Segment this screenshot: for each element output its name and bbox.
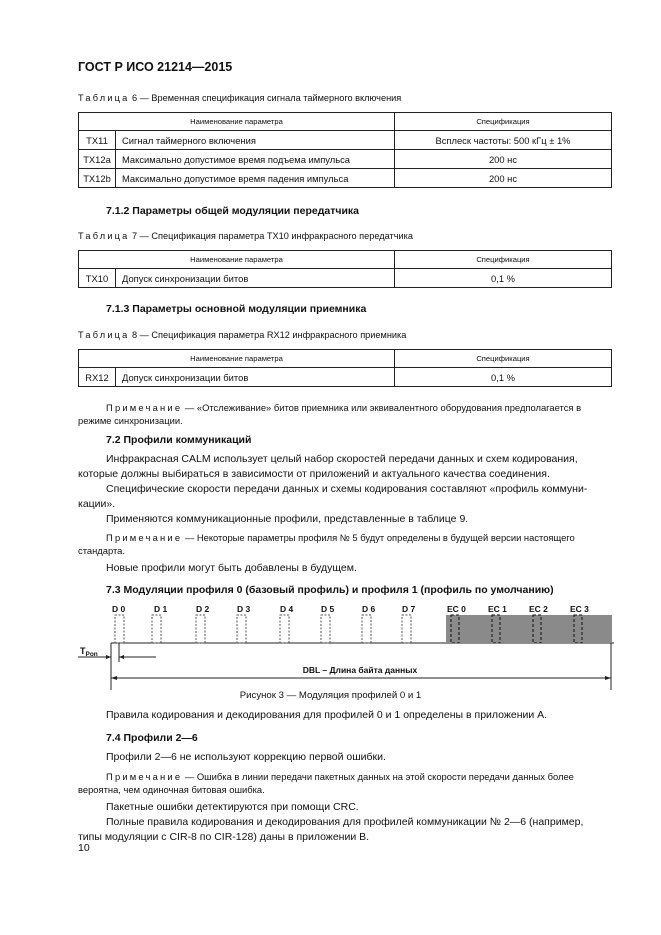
figure3-diagram	[78, 598, 618, 690]
label-d5: D 5	[321, 604, 335, 614]
label-d0: D 0	[112, 604, 126, 614]
page-number: 10	[78, 842, 90, 854]
note3-line1: Примечание — Ошибка в линии передачи пакетных данных на этой скорости передачи данных более	[106, 771, 574, 782]
section-7-1-2: 7.1.2 Параметры общей модуляции передатчика	[106, 205, 359, 217]
label-d4: D 4	[280, 604, 294, 614]
note1-line1: Примечание — «Отслеживание» битов приемника или эквивалентного оборудования предполагается в	[106, 402, 582, 413]
label-ec1: EC 1	[488, 604, 507, 614]
table6-caption: Таблица 6 — Временная спецификация сигнала таймерного включения	[78, 93, 402, 103]
pulse-d3	[237, 615, 246, 643]
label-d3: D 3	[237, 604, 251, 614]
section-7-3: 7.3 Модуляции профиля 0 (базовый профиль) и профиля 1 (профиль по умолчанию)	[106, 584, 554, 596]
pulse-d7	[402, 615, 411, 643]
pulse-d4	[280, 615, 289, 643]
note2-line1: Примечание — Некоторые параметры профиля № 5 будут определены в будущей версии настоящего	[106, 532, 575, 543]
paragraph: Правила кодирования и декодирования для профилей 0 и 1 определены в приложении А.	[106, 709, 548, 721]
table7	[78, 250, 612, 288]
paragraph: Применяются коммуникационные профили, представленные в таблице 9.	[106, 513, 469, 525]
label-ec3: EC 3	[570, 604, 589, 614]
tpon-arrowhead-left	[106, 655, 111, 659]
table7-header-name: Наименование параметра	[79, 251, 395, 269]
table8	[78, 349, 612, 387]
note2-line2: стандарта.	[78, 545, 125, 556]
section-7-4: 7.4 Профили 2—6	[106, 732, 198, 744]
paragraph: кации».	[78, 498, 116, 510]
table7-header-spec: Спецификация	[395, 251, 612, 269]
dbl-arrowhead-left	[111, 676, 117, 680]
tpon-label: $T_{Pon}$	[80, 646, 98, 658]
pulse-d0	[115, 615, 124, 643]
paragraph: которые должны выбираться в зависимости от приложений и актуального качества соединения.	[78, 468, 550, 480]
label-d6: D 6	[362, 604, 376, 614]
label-d2: D 2	[196, 604, 210, 614]
dbl-label: DBL – Длина байта данных	[302, 665, 418, 675]
table-row: TX10 Допуск синхронизации битов 0,1 %	[79, 269, 612, 288]
section-7-2: 7.2 Профили коммуникаций	[106, 434, 252, 446]
table6	[78, 112, 612, 188]
tpon-arrowhead-right	[119, 655, 124, 659]
paragraph: Профили 2—6 не используют коррекцию первой ошибки.	[106, 751, 386, 763]
table7-caption: Таблица 7 — Спецификация параметра TX10 инфракрасного передатчика	[78, 231, 414, 241]
table8-header-name: Наименование параметра	[79, 350, 395, 368]
dbl-arrowhead-right	[605, 676, 611, 680]
section-7-1-3: 7.1.3 Параметры основной модуляции приемника	[106, 303, 367, 315]
label-d7: D 7	[402, 604, 416, 614]
paragraph: Полные правила кодирования и декодирования для профилей коммуникации № 2—6 (например,	[106, 816, 584, 828]
label-d1: D 1	[154, 604, 168, 614]
note1-line2: режиме синхронизации.	[78, 415, 183, 426]
ec-region	[446, 615, 612, 643]
table6-header-spec: Спецификация	[395, 113, 612, 131]
figure3-caption: Рисунок 3 — Модуляция профилей 0 и 1	[239, 690, 422, 701]
table-row: TX11 Сигнал таймерного включения Всплеск частоты: 500 кГц ± 1%	[79, 131, 612, 150]
table8-caption: Таблица 8 — Спецификация параметра RX12 инфракрасного приемника	[78, 330, 407, 340]
table-row: RX12 Допуск синхронизации битов 0,1 %	[79, 368, 612, 387]
label-ec2: EC 2	[529, 604, 548, 614]
paragraph: Инфракрасная CALM использует целый набор скоростей передачи данных и схем кодирования,	[106, 453, 578, 465]
paragraph: Пакетные ошибки детектируются при помощи CRC.	[106, 801, 359, 813]
paragraph: Специфические скорости передачи данных и схемы кодирования составляют «профиль коммуни-	[106, 483, 588, 495]
table-row: TX12a Максимально допустимое время подъема импульса 200 нс	[79, 150, 612, 169]
pulse-d2	[196, 615, 205, 643]
pulse-d5	[321, 615, 330, 643]
note3-line2: вероятна, чем одиночная битовая ошибка.	[78, 784, 265, 795]
table-row: TX12b Максимально допустимое время падения импульса 200 нс	[79, 169, 612, 188]
paragraph: Новые профили могут быть добавлены в будущем.	[106, 562, 357, 574]
pulse-d6	[362, 615, 371, 643]
pulse-d1	[152, 615, 161, 643]
table8-header-spec: Спецификация	[395, 350, 612, 368]
paragraph: типы модуляции с CIR-8 по CIR-128) даны в приложении В.	[78, 831, 370, 843]
table6-header-name: Наименование параметра	[79, 113, 395, 131]
label-ec0: EC 0	[447, 604, 466, 614]
document-header: ГОСТ Р ИСО 21214—2015	[78, 60, 233, 74]
